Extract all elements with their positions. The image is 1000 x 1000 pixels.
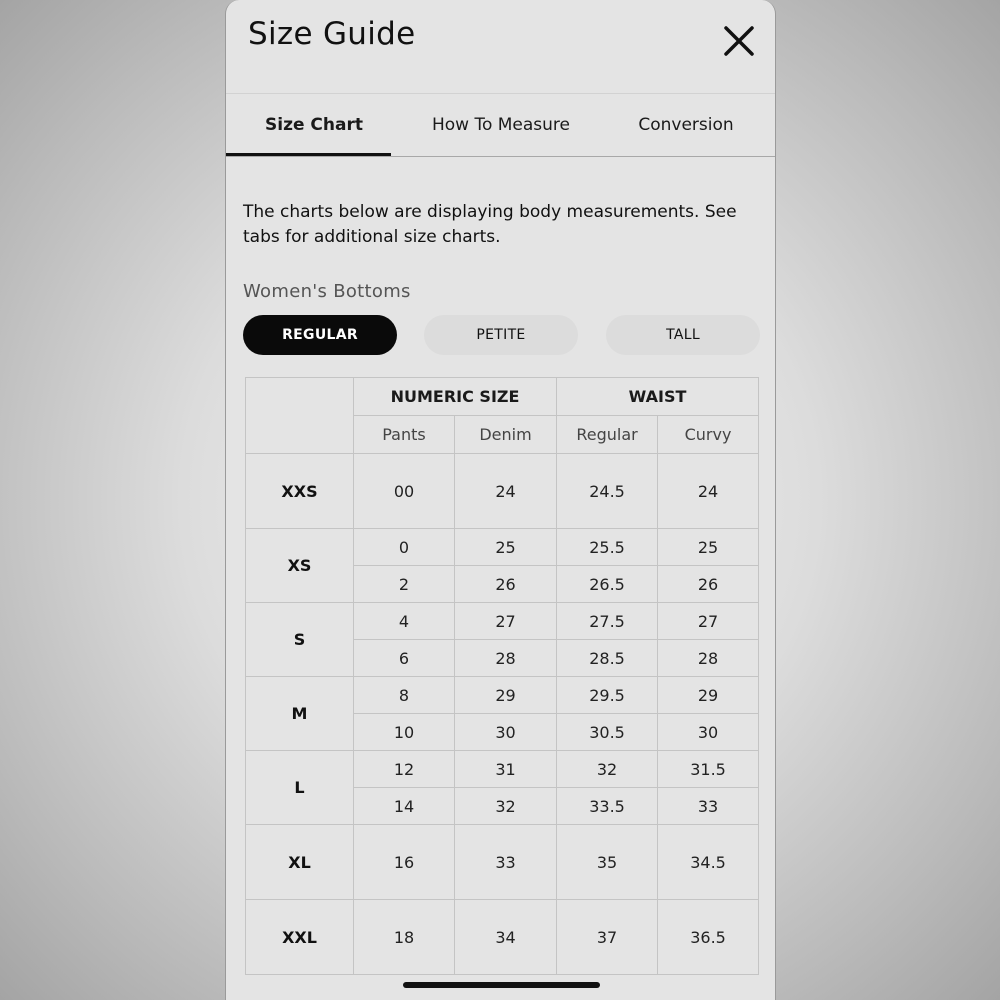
waist-curvy-cell: 31.5 — [658, 751, 759, 788]
waist-curvy-cell: 34.5 — [658, 825, 759, 900]
waist-regular-cell: 37 — [557, 900, 658, 975]
waist-curvy-cell: 30 — [658, 714, 759, 751]
pants-cell: 18 — [354, 900, 455, 975]
size-label-cell: XXL — [246, 900, 354, 975]
home-indicator — [403, 982, 600, 988]
waist-curvy-cell: 28 — [658, 640, 759, 677]
denim-cell: 27 — [455, 603, 557, 640]
denim-cell: 32 — [455, 788, 557, 825]
waist-curvy-cell: 29 — [658, 677, 759, 714]
pants-cell: 16 — [354, 825, 455, 900]
pants-cell: 0 — [354, 529, 455, 566]
waist-regular-cell: 25.5 — [557, 529, 658, 566]
pants-cell: 14 — [354, 788, 455, 825]
numeric-size-header: NUMERIC SIZE — [354, 378, 557, 416]
size-label-cell: L — [246, 751, 354, 825]
pants-header: Pants — [354, 416, 455, 454]
denim-header: Denim — [455, 416, 557, 454]
denim-cell: 33 — [455, 825, 557, 900]
table-row — [246, 529, 759, 566]
denim-cell: 29 — [455, 677, 557, 714]
description-text: The charts below are displaying body measurements. See tabs for additional size charts. — [243, 202, 737, 247]
fit-regular-button[interactable]: REGULAR — [243, 315, 397, 355]
tab-bar — [226, 94, 775, 156]
waist-regular-cell: 32 — [557, 751, 658, 788]
waist-curvy-cell: 25 — [658, 529, 759, 566]
size-chart-table — [245, 377, 759, 975]
pants-cell: 00 — [354, 454, 455, 529]
pants-cell: 10 — [354, 714, 455, 751]
waist-curvy-cell: 24 — [658, 454, 759, 529]
waist-regular-cell: 26.5 — [557, 566, 658, 603]
denim-cell: 30 — [455, 714, 557, 751]
close-icon[interactable] — [722, 24, 756, 58]
fit-tall-button[interactable]: TALL — [606, 315, 760, 355]
waist-curvy-header: Curvy — [658, 416, 759, 454]
waist-regular-cell: 28.5 — [557, 640, 658, 677]
tabs-divider — [226, 156, 775, 157]
size-guide-sheet — [225, 0, 776, 1000]
corner-header-cell — [246, 378, 354, 454]
denim-cell: 31 — [455, 751, 557, 788]
pants-cell: 8 — [354, 677, 455, 714]
waist-regular-cell: 30.5 — [557, 714, 658, 751]
waist-curvy-cell: 36.5 — [658, 900, 759, 975]
size-rows — [246, 454, 759, 975]
pants-cell: 6 — [354, 640, 455, 677]
table-row — [246, 677, 759, 714]
pants-cell: 4 — [354, 603, 455, 640]
section-label: Women's Bottoms — [243, 281, 411, 302]
size-label-cell: M — [246, 677, 354, 751]
page-title: Size Guide — [248, 16, 416, 52]
pants-cell: 2 — [354, 566, 455, 603]
table-row — [246, 751, 759, 788]
waist-regular-cell: 35 — [557, 825, 658, 900]
table-row — [246, 900, 759, 975]
table-row — [246, 825, 759, 900]
waist-regular-cell: 27.5 — [557, 603, 658, 640]
waist-header: WAIST — [557, 378, 759, 416]
table-row — [246, 603, 759, 640]
tab-conversion[interactable]: Conversion — [638, 115, 734, 135]
waist-regular-cell: 33.5 — [557, 788, 658, 825]
denim-cell: 24 — [455, 454, 557, 529]
tab-how-to-measure[interactable]: How To Measure — [431, 115, 571, 135]
table-row — [246, 454, 759, 529]
fit-petite-button[interactable]: PETITE — [424, 315, 578, 355]
pants-cell: 12 — [354, 751, 455, 788]
waist-curvy-cell: 33 — [658, 788, 759, 825]
waist-curvy-cell: 26 — [658, 566, 759, 603]
size-label-cell: XS — [246, 529, 354, 603]
size-label-cell: XL — [246, 825, 354, 900]
denim-cell: 26 — [455, 566, 557, 603]
tab-size-chart[interactable]: Size Chart — [265, 115, 363, 135]
denim-cell: 25 — [455, 529, 557, 566]
waist-regular-header: Regular — [557, 416, 658, 454]
size-label-cell: S — [246, 603, 354, 677]
waist-curvy-cell: 27 — [658, 603, 759, 640]
waist-regular-cell: 24.5 — [557, 454, 658, 529]
denim-cell: 34 — [455, 900, 557, 975]
denim-cell: 28 — [455, 640, 557, 677]
size-label-cell: XXS — [246, 454, 354, 529]
waist-regular-cell: 29.5 — [557, 677, 658, 714]
